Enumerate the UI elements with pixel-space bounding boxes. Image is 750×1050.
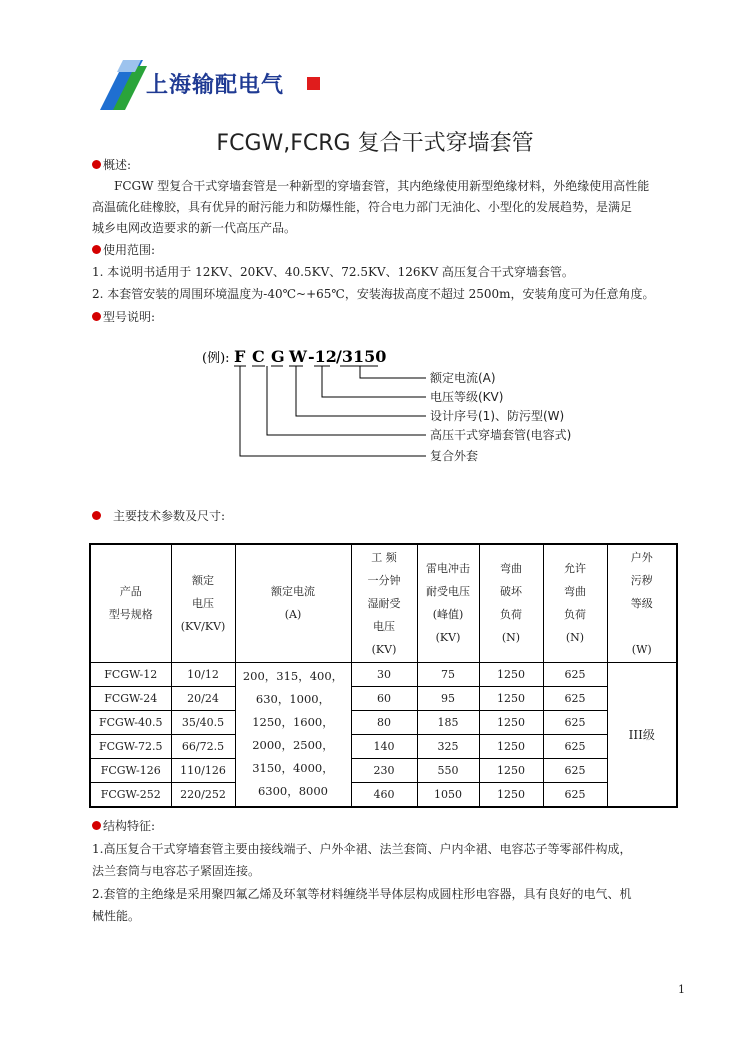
cell-pollution-grade: III级 (607, 662, 677, 807)
overview-line-2: 高温硫化硅橡胶，具有优异的耐污能力和防爆性能，符合电力部门无油化、小型化的发展趋势，是满足 (92, 200, 633, 214)
bullet-icon (92, 312, 101, 321)
cell-voltage: 110/126 (171, 758, 235, 782)
legend-bushing-type: 高压干式穿墙套管(电容式) (430, 428, 572, 442)
cell-lightning: 185 (417, 710, 479, 734)
cell-model: FCGW-72.5 (90, 734, 171, 758)
page-title: FCGW,FCRG 复合干式穿墙套管 (216, 131, 534, 156)
bullet-icon (92, 245, 101, 254)
cell-model: FCGW-12 (90, 662, 171, 686)
code-letter-g: G (271, 347, 285, 366)
cell-model: FCGW-252 (90, 782, 171, 807)
usage-item-2: 2. 本套管安装的周围环境温度为-40℃~+65℃，安装海拔高度不超过 2500m，安装角度可为任意角度。 (92, 287, 655, 301)
code-current: /3150 (336, 347, 387, 366)
cell-bending-failure: 1250 (479, 662, 543, 686)
table-row (90, 758, 677, 782)
cell-bending-failure: 1250 (479, 710, 543, 734)
cell-bending-failure: 1250 (479, 782, 543, 807)
table-row (90, 662, 677, 686)
col-header-lightning-impulse: 雷电冲击 耐受电压 (峰值) (KV) (417, 544, 479, 662)
structure-line-1: 1.高压复合干式穿墙套管主要由接线端子、户外伞裙、法兰套筒、户内伞裙、电容芯子等零部件构成， (92, 842, 632, 856)
logo-red-square-icon (307, 77, 320, 90)
code-letter-c: C (252, 347, 265, 366)
col-header-allowed-bending-load: 允许 弯曲 负荷 (N) (543, 544, 607, 662)
cell-model: FCGW-24 (90, 686, 171, 710)
table-row (90, 686, 677, 710)
cell-voltage: 35/40.5 (171, 710, 235, 734)
cell-model: FCGW-126 (90, 758, 171, 782)
cell-voltage: 10/12 (171, 662, 235, 686)
code-letter-f: F (234, 347, 246, 366)
cell-allowed-bending: 625 (543, 734, 607, 758)
cell-allowed-bending: 625 (543, 686, 607, 710)
legend-design-no: 设计序号(1)、防污型(W) (430, 409, 565, 423)
usage-heading: 使用范围: (92, 241, 155, 258)
cell-voltage: 20/24 (171, 686, 235, 710)
bullet-icon (92, 160, 101, 169)
structure-line-3: 2.套管的主绝缘是采用聚四氟乙烯及环氧等材料缠绕半导体层构成圆柱形电容器，具有良好的电气、机 (92, 887, 632, 901)
overview-heading: 概述: (92, 156, 131, 173)
table-row (90, 782, 677, 807)
cell-power-freq: 80 (351, 710, 417, 734)
model-heading: 型号说明: (92, 308, 155, 325)
legend-voltage-class: 电压等级(KV) (430, 390, 504, 404)
logo-mark-icon (100, 60, 147, 110)
structure-heading: 结构特征: (92, 817, 155, 834)
col-header-power-freq-voltage: 工 频 一分钟 湿耐受 电压 (KV) (351, 544, 417, 662)
spec-table (89, 543, 678, 808)
specs-heading: 主要技术参数及尺寸: (92, 507, 225, 524)
cell-bending-failure: 1250 (479, 686, 543, 710)
cell-power-freq: 460 (351, 782, 417, 807)
usage-item-1: 1. 本说明书适用于 12KV、20KV、40.5KV、72.5KV、126KV 高压复合干式穿墙套管。 (92, 265, 574, 279)
cell-power-freq: 140 (351, 734, 417, 758)
overview-line-3: 城乡电网改造要求的新一代高压产品。 (92, 221, 297, 235)
cell-allowed-bending: 625 (543, 662, 607, 686)
page-number: 1 (678, 983, 685, 996)
cell-bending-failure: 1250 (479, 758, 543, 782)
cell-lightning: 75 (417, 662, 479, 686)
cell-lightning: 95 (417, 686, 479, 710)
table-row (90, 710, 677, 734)
cell-allowed-bending: 625 (543, 710, 607, 734)
cell-model: FCGW-40.5 (90, 710, 171, 734)
col-header-bending-failure-load: 弯曲 破坏 负荷 (N) (479, 544, 543, 662)
table-header-row (90, 544, 677, 662)
cell-voltage: 220/252 (171, 782, 235, 807)
legend-rated-current: 额定电流(A) (430, 371, 496, 385)
cell-rated-current: 200，315，400， 630，1000， 1250，1600， 2000，2500， 3150，4000， 6300，8000 (235, 662, 351, 807)
cell-power-freq: 30 (351, 662, 417, 686)
code-letter-w: W (289, 347, 307, 366)
structure-line-4: 械性能。 (92, 909, 141, 923)
cell-lightning: 550 (417, 758, 479, 782)
overview-line-1: FCGW 型复合干式穿墙套管是一种新型的穿墙套管，其内绝缘使用新型绝缘材料，外绝缘使用高性能 (114, 179, 650, 193)
legend-composite-housing: 复合外套 (430, 449, 479, 463)
cell-power-freq: 60 (351, 686, 417, 710)
cell-bending-failure: 1250 (479, 734, 543, 758)
bullet-icon (92, 511, 101, 520)
col-header-model: 产品 型号规格 (90, 544, 171, 662)
col-header-rated-current: 额定电流 (A) (235, 544, 351, 662)
cell-lightning: 325 (417, 734, 479, 758)
model-code-diagram (190, 340, 610, 470)
cell-allowed-bending: 625 (543, 782, 607, 807)
cell-voltage: 66/72.5 (171, 734, 235, 758)
cell-lightning: 1050 (417, 782, 479, 807)
code-voltage: -12 (308, 347, 337, 366)
example-prefix: (例): (202, 351, 230, 366)
structure-line-2: 法兰套筒与电容芯子紧固连接。 (92, 864, 261, 878)
col-header-pollution-grade: 户外 污秽 等级 (W) (607, 544, 677, 662)
cell-power-freq: 230 (351, 758, 417, 782)
bullet-icon (92, 821, 101, 830)
logo-text: 上海输配电气 (146, 73, 285, 98)
table-row (90, 734, 677, 758)
cell-allowed-bending: 625 (543, 758, 607, 782)
col-header-rated-voltage: 额定 电压 (KV/KV) (171, 544, 235, 662)
